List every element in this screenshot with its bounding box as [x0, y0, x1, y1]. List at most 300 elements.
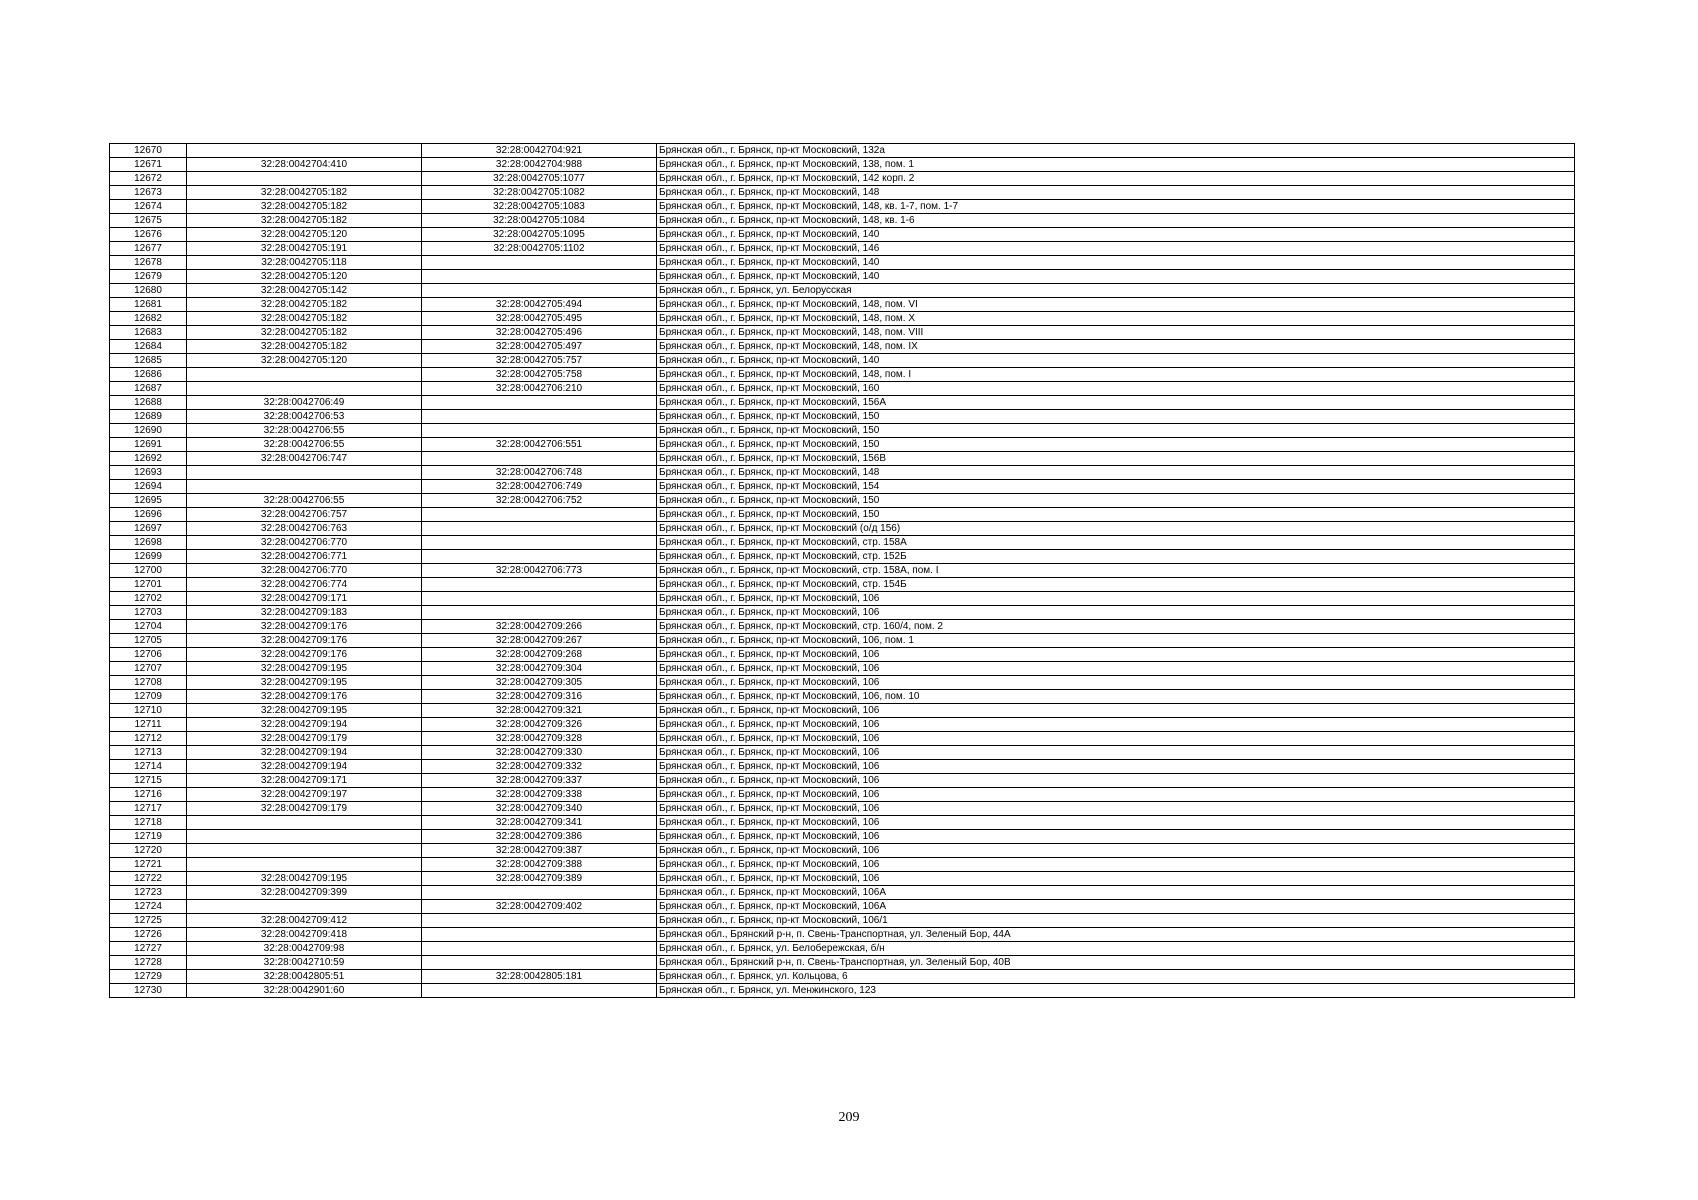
- land-cadastral-number-cell: 32:28:0042706:55: [187, 494, 422, 508]
- object-cadastral-number-cell: [422, 914, 657, 928]
- address-cell: Брянская обл., г. Брянск, пр-кт Московский, 154: [657, 480, 1575, 494]
- row-number-cell: 12700: [110, 564, 187, 578]
- object-cadastral-number-cell: [422, 410, 657, 424]
- row-number-cell: 12714: [110, 760, 187, 774]
- object-cadastral-number-cell: 32:28:0042709:402: [422, 900, 657, 914]
- land-cadastral-number-cell: [187, 144, 422, 158]
- land-cadastral-number-cell: 32:28:0042705:142: [187, 284, 422, 298]
- land-cadastral-number-cell: [187, 844, 422, 858]
- object-cadastral-number-cell: 32:28:0042705:1102: [422, 242, 657, 256]
- land-cadastral-number-cell: 32:28:0042705:182: [187, 312, 422, 326]
- page-number: 209: [838, 1110, 860, 1125]
- land-cadastral-number-cell: 32:28:0042705:182: [187, 214, 422, 228]
- land-cadastral-number-cell: 32:28:0042709:179: [187, 732, 422, 746]
- land-cadastral-number-cell: 32:28:0042705:120: [187, 228, 422, 242]
- table-row: [110, 340, 1575, 354]
- land-cadastral-number-cell: 32:28:0042706:770: [187, 564, 422, 578]
- address-cell: Брянская обл., г. Брянск, пр-кт Московский, 148, пом. VIII: [657, 326, 1575, 340]
- address-cell: Брянская обл., г. Брянск, пр-кт Московский, 106: [657, 648, 1575, 662]
- object-cadastral-number-cell: 32:28:0042709:305: [422, 676, 657, 690]
- row-number-cell: 12670: [110, 144, 187, 158]
- table-row: [110, 592, 1575, 606]
- object-cadastral-number-cell: 32:28:0042805:181: [422, 970, 657, 984]
- row-number-cell: 12679: [110, 270, 187, 284]
- address-cell: Брянская обл., г. Брянск, пр-кт Московский, 148, пом. VI: [657, 298, 1575, 312]
- row-number-cell: 12716: [110, 788, 187, 802]
- table-row: [110, 214, 1575, 228]
- land-cadastral-number-cell: 32:28:0042706:49: [187, 396, 422, 410]
- land-cadastral-number-cell: 32:28:0042704:410: [187, 158, 422, 172]
- address-cell: Брянская обл., г. Брянск, пр-кт Московский, 106: [657, 816, 1575, 830]
- object-cadastral-number-cell: [422, 984, 657, 998]
- row-number-cell: 12697: [110, 522, 187, 536]
- object-cadastral-number-cell: 32:28:0042709:267: [422, 634, 657, 648]
- address-cell: Брянская обл., г. Брянск, пр-кт Московский, стр. 152Б: [657, 550, 1575, 564]
- address-cell: Брянская обл., г. Брянск, пр-кт Московский, 106: [657, 718, 1575, 732]
- object-cadastral-number-cell: 32:28:0042709:386: [422, 830, 657, 844]
- row-number-cell: 12703: [110, 606, 187, 620]
- table-row: [110, 494, 1575, 508]
- table-row: [110, 578, 1575, 592]
- address-cell: Брянская обл., г. Брянск, пр-кт Московский, стр. 160/4, пом. 2: [657, 620, 1575, 634]
- land-cadastral-number-cell: 32:28:0042706:55: [187, 424, 422, 438]
- address-cell: Брянская обл., г. Брянск, пр-кт Московский, 150: [657, 424, 1575, 438]
- row-number-cell: 12684: [110, 340, 187, 354]
- object-cadastral-number-cell: 32:28:0042704:988: [422, 158, 657, 172]
- land-cadastral-number-cell: 32:28:0042709:195: [187, 872, 422, 886]
- row-number-cell: 12720: [110, 844, 187, 858]
- object-cadastral-number-cell: 32:28:0042709:328: [422, 732, 657, 746]
- land-cadastral-number-cell: 32:28:0042705:120: [187, 354, 422, 368]
- land-cadastral-number-cell: 32:28:0042709:194: [187, 746, 422, 760]
- table-row: [110, 424, 1575, 438]
- address-cell: Брянская обл., г. Брянск, пр-кт Московский, 140: [657, 270, 1575, 284]
- land-cadastral-number-cell: 32:28:0042709:176: [187, 690, 422, 704]
- address-cell: Брянская обл., г. Брянск, пр-кт Московский, 106: [657, 606, 1575, 620]
- table-row: [110, 186, 1575, 200]
- land-cadastral-number-cell: 32:28:0042705:182: [187, 326, 422, 340]
- land-cadastral-number-cell: 32:28:0042706:771: [187, 550, 422, 564]
- row-number-cell: 12724: [110, 900, 187, 914]
- table-row: [110, 914, 1575, 928]
- row-number-cell: 12710: [110, 704, 187, 718]
- row-number-cell: 12685: [110, 354, 187, 368]
- table-row: [110, 970, 1575, 984]
- object-cadastral-number-cell: [422, 452, 657, 466]
- address-cell: Брянская обл., г. Брянск, пр-кт Московский, 106: [657, 830, 1575, 844]
- row-number-cell: 12698: [110, 536, 187, 550]
- object-cadastral-number-cell: 32:28:0042705:494: [422, 298, 657, 312]
- object-cadastral-number-cell: [422, 592, 657, 606]
- object-cadastral-number-cell: [422, 578, 657, 592]
- table-row: [110, 452, 1575, 466]
- table-row: [110, 242, 1575, 256]
- table-row: [110, 382, 1575, 396]
- row-number-cell: 12689: [110, 410, 187, 424]
- land-cadastral-number-cell: 32:28:0042709:176: [187, 620, 422, 634]
- row-number-cell: 12675: [110, 214, 187, 228]
- row-number-cell: 12705: [110, 634, 187, 648]
- address-cell: Брянская обл., г. Брянск, пр-кт Московский, 106: [657, 592, 1575, 606]
- table-row: [110, 480, 1575, 494]
- object-cadastral-number-cell: 32:28:0042706:752: [422, 494, 657, 508]
- row-number-cell: 12686: [110, 368, 187, 382]
- address-cell: Брянская обл., г. Брянск, пр-кт Московский, 106, пом. 1: [657, 634, 1575, 648]
- object-cadastral-number-cell: [422, 928, 657, 942]
- table-row: [110, 816, 1575, 830]
- address-cell: Брянская обл., г. Брянск, пр-кт Московский, 150: [657, 410, 1575, 424]
- table-row: [110, 886, 1575, 900]
- address-cell: Брянская обл., г. Брянск, пр-кт Московский, 140: [657, 354, 1575, 368]
- object-cadastral-number-cell: [422, 886, 657, 900]
- object-cadastral-number-cell: 32:28:0042709:337: [422, 774, 657, 788]
- object-cadastral-number-cell: 32:28:0042705:757: [422, 354, 657, 368]
- land-cadastral-number-cell: 32:28:0042709:197: [187, 788, 422, 802]
- object-cadastral-number-cell: 32:28:0042705:496: [422, 326, 657, 340]
- address-cell: Брянская обл., г. Брянск, пр-кт Московский, стр. 158А, пом. I: [657, 564, 1575, 578]
- table-row: [110, 788, 1575, 802]
- land-cadastral-number-cell: 32:28:0042710:59: [187, 956, 422, 970]
- land-cadastral-number-cell: 32:28:0042709:194: [187, 718, 422, 732]
- table-row: [110, 522, 1575, 536]
- land-cadastral-number-cell: 32:28:0042705:120: [187, 270, 422, 284]
- row-number-cell: 12676: [110, 228, 187, 242]
- address-cell: Брянская обл., г. Брянск, пр-кт Московский, 150: [657, 508, 1575, 522]
- object-cadastral-number-cell: 32:28:0042705:497: [422, 340, 657, 354]
- address-cell: Брянская обл., г. Брянск, пр-кт Московский, 106: [657, 774, 1575, 788]
- table-row: [110, 718, 1575, 732]
- land-cadastral-number-cell: 32:28:0042709:399: [187, 886, 422, 900]
- table-row: [110, 564, 1575, 578]
- row-number-cell: 12730: [110, 984, 187, 998]
- land-cadastral-number-cell: [187, 816, 422, 830]
- row-number-cell: 12682: [110, 312, 187, 326]
- land-cadastral-number-cell: 32:28:0042709:183: [187, 606, 422, 620]
- land-cadastral-number-cell: 32:28:0042705:182: [187, 298, 422, 312]
- row-number-cell: 12677: [110, 242, 187, 256]
- object-cadastral-number-cell: [422, 270, 657, 284]
- object-cadastral-number-cell: [422, 942, 657, 956]
- land-cadastral-number-cell: 32:28:0042706:770: [187, 536, 422, 550]
- object-cadastral-number-cell: 32:28:0042709:321: [422, 704, 657, 718]
- row-number-cell: 12694: [110, 480, 187, 494]
- object-cadastral-number-cell: 32:28:0042709:332: [422, 760, 657, 774]
- table-row: [110, 928, 1575, 942]
- land-cadastral-number-cell: 32:28:0042705:118: [187, 256, 422, 270]
- table-row: [110, 172, 1575, 186]
- row-number-cell: 12681: [110, 298, 187, 312]
- row-number-cell: 12723: [110, 886, 187, 900]
- row-number-cell: 12704: [110, 620, 187, 634]
- land-cadastral-number-cell: [187, 900, 422, 914]
- address-cell: Брянская обл., г. Брянск, пр-кт Московский, стр. 158А: [657, 536, 1575, 550]
- table-row: [110, 676, 1575, 690]
- row-number-cell: 12718: [110, 816, 187, 830]
- address-cell: Брянская обл., г. Брянск, пр-кт Московский, 106: [657, 732, 1575, 746]
- land-cadastral-number-cell: 32:28:0042709:171: [187, 592, 422, 606]
- address-cell: Брянская обл., г. Брянск, пр-кт Московский, 148, пом. IX: [657, 340, 1575, 354]
- table-row: [110, 284, 1575, 298]
- row-number-cell: 12672: [110, 172, 187, 186]
- object-cadastral-number-cell: 32:28:0042709:340: [422, 802, 657, 816]
- address-cell: Брянская обл., Брянский р-н, п. Свень-Транспортная, ул. Зеленый Бор, 40В: [657, 956, 1575, 970]
- object-cadastral-number-cell: [422, 536, 657, 550]
- address-cell: Брянская обл., Брянский р-н, п. Свень-Транспортная, ул. Зеленый Бор, 44А: [657, 928, 1575, 942]
- object-cadastral-number-cell: 32:28:0042709:304: [422, 662, 657, 676]
- address-cell: Брянская обл., г. Брянск, пр-кт Московский, 148: [657, 466, 1575, 480]
- table-row: [110, 368, 1575, 382]
- address-cell: Брянская обл., г. Брянск, пр-кт Московский, 148: [657, 186, 1575, 200]
- address-cell: Брянская обл., г. Брянск, пр-кт Московский, 106: [657, 858, 1575, 872]
- address-cell: Брянская обл., г. Брянск, пр-кт Московский, 160: [657, 382, 1575, 396]
- land-cadastral-number-cell: [187, 368, 422, 382]
- row-number-cell: 12687: [110, 382, 187, 396]
- land-cadastral-number-cell: 32:28:0042805:51: [187, 970, 422, 984]
- row-number-cell: 12726: [110, 928, 187, 942]
- object-cadastral-number-cell: 32:28:0042709:387: [422, 844, 657, 858]
- table-row: [110, 634, 1575, 648]
- registry-table: [109, 143, 1575, 998]
- land-cadastral-number-cell: [187, 172, 422, 186]
- address-cell: Брянская обл., г. Брянск, пр-кт Московский, 106А: [657, 886, 1575, 900]
- land-cadastral-number-cell: [187, 858, 422, 872]
- land-cadastral-number-cell: 32:28:0042709:98: [187, 942, 422, 956]
- land-cadastral-number-cell: 32:28:0042706:757: [187, 508, 422, 522]
- row-number-cell: 12729: [110, 970, 187, 984]
- address-cell: Брянская обл., г. Брянск, пр-кт Московский, 106: [657, 802, 1575, 816]
- row-number-cell: 12707: [110, 662, 187, 676]
- object-cadastral-number-cell: 32:28:0042709:388: [422, 858, 657, 872]
- object-cadastral-number-cell: [422, 522, 657, 536]
- land-cadastral-number-cell: 32:28:0042709:176: [187, 634, 422, 648]
- address-cell: Брянская обл., г. Брянск, пр-кт Московский, 106/1: [657, 914, 1575, 928]
- land-cadastral-number-cell: [187, 480, 422, 494]
- table-row: [110, 270, 1575, 284]
- address-cell: Брянская обл., г. Брянск, ул. Белобережская, б/н: [657, 942, 1575, 956]
- address-cell: Брянская обл., г. Брянск, пр-кт Московский, 146: [657, 242, 1575, 256]
- table-row: [110, 844, 1575, 858]
- table-row: [110, 690, 1575, 704]
- table-row: [110, 536, 1575, 550]
- row-number-cell: 12674: [110, 200, 187, 214]
- land-cadastral-number-cell: 32:28:0042706:774: [187, 578, 422, 592]
- row-number-cell: 12693: [110, 466, 187, 480]
- object-cadastral-number-cell: 32:28:0042706:773: [422, 564, 657, 578]
- table-row: [110, 606, 1575, 620]
- address-cell: Брянская обл., г. Брянск, пр-кт Московский, стр. 154Б: [657, 578, 1575, 592]
- object-cadastral-number-cell: 32:28:0042709:341: [422, 816, 657, 830]
- object-cadastral-number-cell: [422, 424, 657, 438]
- row-number-cell: 12722: [110, 872, 187, 886]
- land-cadastral-number-cell: 32:28:0042901:60: [187, 984, 422, 998]
- address-cell: Брянская обл., г. Брянск, пр-кт Московский, 140: [657, 228, 1575, 242]
- row-number-cell: 12721: [110, 858, 187, 872]
- object-cadastral-number-cell: 32:28:0042705:758: [422, 368, 657, 382]
- object-cadastral-number-cell: 32:28:0042705:1077: [422, 172, 657, 186]
- land-cadastral-number-cell: 32:28:0042706:53: [187, 410, 422, 424]
- object-cadastral-number-cell: 32:28:0042706:210: [422, 382, 657, 396]
- address-cell: Брянская обл., г. Брянск, пр-кт Московский, 106: [657, 872, 1575, 886]
- row-number-cell: 12695: [110, 494, 187, 508]
- land-cadastral-number-cell: 32:28:0042706:747: [187, 452, 422, 466]
- row-number-cell: 12728: [110, 956, 187, 970]
- address-cell: Брянская обл., г. Брянск, пр-кт Московский, 106: [657, 844, 1575, 858]
- table-row: [110, 648, 1575, 662]
- table-row: [110, 466, 1575, 480]
- table-row: [110, 872, 1575, 886]
- table-row: [110, 200, 1575, 214]
- object-cadastral-number-cell: [422, 550, 657, 564]
- row-number-cell: 12673: [110, 186, 187, 200]
- address-cell: Брянская обл., г. Брянск, пр-кт Московский, 106: [657, 788, 1575, 802]
- table-row: [110, 508, 1575, 522]
- row-number-cell: 12715: [110, 774, 187, 788]
- address-cell: Брянская обл., г. Брянск, пр-кт Московский, 156А: [657, 396, 1575, 410]
- land-cadastral-number-cell: 32:28:0042705:182: [187, 186, 422, 200]
- table-row: [110, 830, 1575, 844]
- object-cadastral-number-cell: 32:28:0042709:268: [422, 648, 657, 662]
- land-cadastral-number-cell: 32:28:0042706:55: [187, 438, 422, 452]
- land-cadastral-number-cell: [187, 830, 422, 844]
- table-row: [110, 620, 1575, 634]
- row-number-cell: 12725: [110, 914, 187, 928]
- land-cadastral-number-cell: 32:28:0042709:412: [187, 914, 422, 928]
- land-cadastral-number-cell: 32:28:0042709:195: [187, 704, 422, 718]
- object-cadastral-number-cell: [422, 508, 657, 522]
- table-row: [110, 732, 1575, 746]
- land-cadastral-number-cell: 32:28:0042709:194: [187, 760, 422, 774]
- object-cadastral-number-cell: 32:28:0042705:495: [422, 312, 657, 326]
- table-row: [110, 396, 1575, 410]
- table-row: [110, 984, 1575, 998]
- row-number-cell: 12719: [110, 830, 187, 844]
- address-cell: Брянская обл., г. Брянск, пр-кт Московский, 148, кв. 1-6: [657, 214, 1575, 228]
- object-cadastral-number-cell: [422, 606, 657, 620]
- table-row: [110, 956, 1575, 970]
- address-cell: Брянская обл., г. Брянск, пр-кт Московский (о/д 156): [657, 522, 1575, 536]
- address-cell: Брянская обл., г. Брянск, пр-кт Московский, 106: [657, 746, 1575, 760]
- object-cadastral-number-cell: [422, 396, 657, 410]
- address-cell: Брянская обл., г. Брянск, пр-кт Московский, 106А: [657, 900, 1575, 914]
- row-number-cell: 12702: [110, 592, 187, 606]
- land-cadastral-number-cell: 32:28:0042709:195: [187, 662, 422, 676]
- table-row: [110, 858, 1575, 872]
- object-cadastral-number-cell: 32:28:0042706:749: [422, 480, 657, 494]
- table-row: [110, 802, 1575, 816]
- table-row: [110, 438, 1575, 452]
- row-number-cell: 12699: [110, 550, 187, 564]
- table-row: [110, 326, 1575, 340]
- row-number-cell: 12688: [110, 396, 187, 410]
- row-number-cell: 12709: [110, 690, 187, 704]
- row-number-cell: 12692: [110, 452, 187, 466]
- table-row: [110, 228, 1575, 242]
- row-number-cell: 12678: [110, 256, 187, 270]
- address-cell: Брянская обл., г. Брянск, пр-кт Московский, 156В: [657, 452, 1575, 466]
- address-cell: Брянская обл., г. Брянск, пр-кт Московский, 138, пом. 1: [657, 158, 1575, 172]
- object-cadastral-number-cell: 32:28:0042709:338: [422, 788, 657, 802]
- land-cadastral-number-cell: 32:28:0042709:179: [187, 802, 422, 816]
- table-row: [110, 760, 1575, 774]
- address-cell: Брянская обл., г. Брянск, пр-кт Московский, 106, пом. 10: [657, 690, 1575, 704]
- row-number-cell: 12680: [110, 284, 187, 298]
- table-row: [110, 704, 1575, 718]
- table-row: [110, 942, 1575, 956]
- land-cadastral-number-cell: 32:28:0042705:182: [187, 340, 422, 354]
- row-number-cell: 12727: [110, 942, 187, 956]
- address-cell: Брянская обл., г. Брянск, пр-кт Московский, 106: [657, 662, 1575, 676]
- row-number-cell: 12713: [110, 746, 187, 760]
- row-number-cell: 12696: [110, 508, 187, 522]
- object-cadastral-number-cell: [422, 256, 657, 270]
- table-row: [110, 354, 1575, 368]
- row-number-cell: 12691: [110, 438, 187, 452]
- object-cadastral-number-cell: [422, 284, 657, 298]
- row-number-cell: 12708: [110, 676, 187, 690]
- object-cadastral-number-cell: 32:28:0042705:1084: [422, 214, 657, 228]
- object-cadastral-number-cell: 32:28:0042709:266: [422, 620, 657, 634]
- table-row: [110, 900, 1575, 914]
- land-cadastral-number-cell: 32:28:0042706:763: [187, 522, 422, 536]
- table-row: [110, 256, 1575, 270]
- row-number-cell: 12706: [110, 648, 187, 662]
- object-cadastral-number-cell: 32:28:0042709:326: [422, 718, 657, 732]
- object-cadastral-number-cell: 32:28:0042709:316: [422, 690, 657, 704]
- address-cell: Брянская обл., г. Брянск, ул. Белорусская: [657, 284, 1575, 298]
- address-cell: Брянская обл., г. Брянск, пр-кт Московский, 140: [657, 256, 1575, 270]
- address-cell: Брянская обл., г. Брянск, пр-кт Московский, 106: [657, 676, 1575, 690]
- land-cadastral-number-cell: 32:28:0042709:176: [187, 648, 422, 662]
- table-row: [110, 158, 1575, 172]
- row-number-cell: 12701: [110, 578, 187, 592]
- object-cadastral-number-cell: 32:28:0042705:1082: [422, 186, 657, 200]
- registry-table-body: [110, 144, 1575, 998]
- address-cell: Брянская обл., г. Брянск, пр-кт Московский, 142 корп. 2: [657, 172, 1575, 186]
- table-row: [110, 144, 1575, 158]
- address-cell: Брянская обл., г. Брянск, ул. Кольцова, 6: [657, 970, 1575, 984]
- land-cadastral-number-cell: 32:28:0042709:195: [187, 676, 422, 690]
- address-cell: Брянская обл., г. Брянск, пр-кт Московский, 148, пом. I: [657, 368, 1575, 382]
- object-cadastral-number-cell: [422, 956, 657, 970]
- object-cadastral-number-cell: 32:28:0042704:921: [422, 144, 657, 158]
- row-number-cell: 12690: [110, 424, 187, 438]
- address-cell: Брянская обл., г. Брянск, пр-кт Московский, 148, пом. X: [657, 312, 1575, 326]
- object-cadastral-number-cell: 32:28:0042706:748: [422, 466, 657, 480]
- row-number-cell: 12671: [110, 158, 187, 172]
- table-row: [110, 312, 1575, 326]
- address-cell: Брянская обл., г. Брянск, пр-кт Московский, 148, кв. 1-7, пом. 1-7: [657, 200, 1575, 214]
- address-cell: Брянская обл., г. Брянск, пр-кт Московский, 132а: [657, 144, 1575, 158]
- object-cadastral-number-cell: 32:28:0042709:389: [422, 872, 657, 886]
- land-cadastral-number-cell: [187, 466, 422, 480]
- object-cadastral-number-cell: 32:28:0042706:551: [422, 438, 657, 452]
- land-cadastral-number-cell: 32:28:0042705:182: [187, 200, 422, 214]
- table-row: [110, 410, 1575, 424]
- row-number-cell: 12712: [110, 732, 187, 746]
- row-number-cell: 12711: [110, 718, 187, 732]
- address-cell: Брянская обл., г. Брянск, пр-кт Московский, 150: [657, 438, 1575, 452]
- land-cadastral-number-cell: 32:28:0042705:191: [187, 242, 422, 256]
- address-cell: Брянская обл., г. Брянск, пр-кт Московский, 106: [657, 760, 1575, 774]
- table-row: [110, 774, 1575, 788]
- table-row: [110, 662, 1575, 676]
- address-cell: Брянская обл., г. Брянск, ул. Менжинского, 123: [657, 984, 1575, 998]
- land-cadastral-number-cell: [187, 382, 422, 396]
- object-cadastral-number-cell: 32:28:0042709:330: [422, 746, 657, 760]
- object-cadastral-number-cell: 32:28:0042705:1083: [422, 200, 657, 214]
- table-row: [110, 746, 1575, 760]
- land-cadastral-number-cell: 32:28:0042709:418: [187, 928, 422, 942]
